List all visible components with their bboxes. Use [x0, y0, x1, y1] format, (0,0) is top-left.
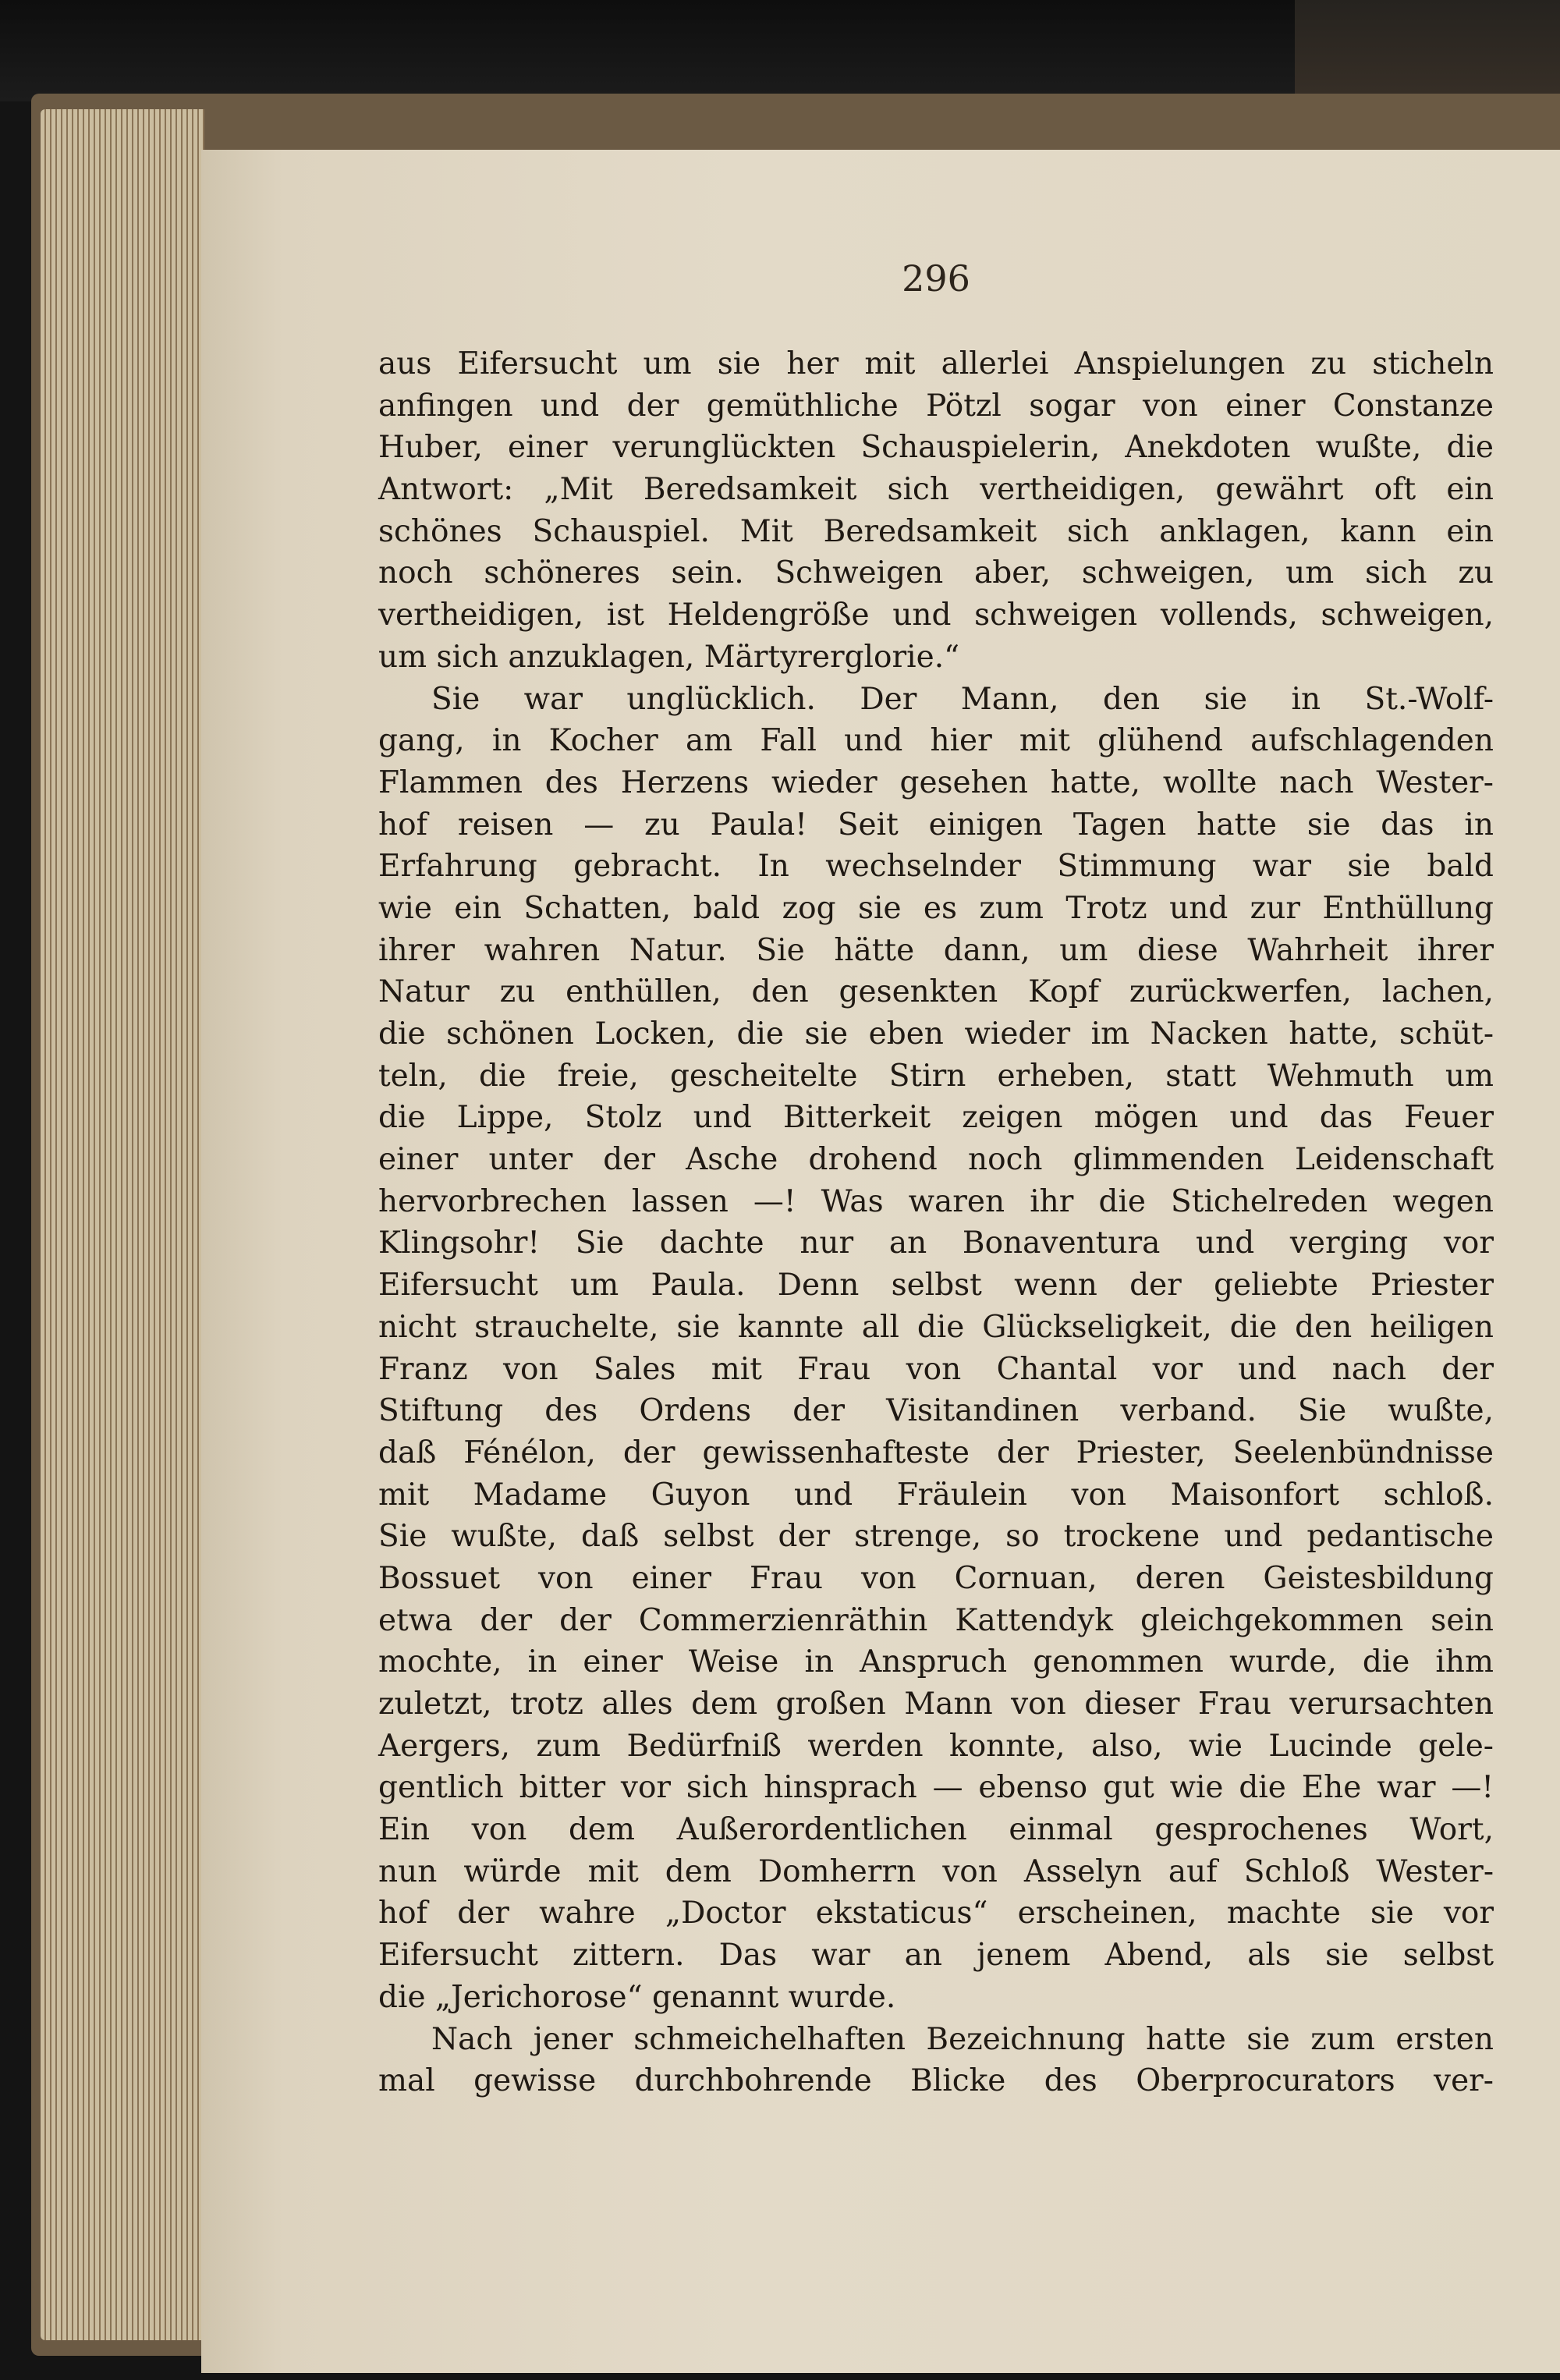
page-edges — [41, 109, 204, 2340]
text-line: Klingsohr! Sie dachte nur an Bonaventura und verging vor — [378, 1225, 1494, 1261]
text-line: aus Eifersucht um sie her mit allerlei Anspielungen zu sticheln — [378, 346, 1494, 381]
text-line: Flammen des Herzens wieder gesehen hatte, wollte nach Wester- — [378, 764, 1494, 800]
text-line: Ein von dem Außerordentlichen einmal gesprochenes Wort, — [378, 1812, 1494, 1848]
text-line: hof der wahre „Doctor ekstaticus“ erscheinen, machte sie vor — [378, 1896, 1494, 1931]
text-line: daß Fénélon, der gewissenhafteste der Priester, Seelenbündnisse — [378, 1435, 1494, 1470]
text-line: die schönen Locken, die sie eben wieder im Nacken hatte, schüt- — [378, 1016, 1494, 1052]
text-line: die Lippe, Stolz und Bitterkeit zeigen mögen und das Feuer — [378, 1100, 1494, 1136]
text-line: Natur zu enthüllen, den gesenkten Kopf zurückwerfen, lachen, — [378, 974, 1494, 1010]
text-line: zuletzt, trotz alles dem großen Mann von dieser Frau verursachten — [378, 1687, 1494, 1722]
text-line: noch schöneres sein. Schweigen aber, schweigen, um sich zu — [378, 555, 1494, 591]
text-line: vertheidigen, ist Heldengröße und schweigen vollends, schweigen, — [378, 598, 1494, 633]
text-line: Eifersucht um Paula. Denn selbst wenn der geliebte Priester — [378, 1268, 1494, 1304]
text-line: Aergers, zum Bedürfniß werden konnte, also, wie Lucinde gele- — [378, 1728, 1494, 1764]
text-line: Bossuet von einer Frau von Cornuan, deren Geistesbildung — [378, 1560, 1494, 1596]
text-line: mit Madame Guyon und Fräulein von Maisonfort schloß. — [378, 1477, 1494, 1513]
text-line: einer unter der Asche drohend noch glimmenden Leidenschaft — [378, 1142, 1494, 1178]
text-line: um sich anzuklagen, Märtyrerglorie.“ — [378, 639, 960, 675]
text-line: nicht strauchelte, sie kannte all die Glückseligkeit, die den heiligen — [378, 1309, 1494, 1345]
text-line: Stiftung des Ordens der Visitandinen verband. Sie wußte, — [378, 1393, 1494, 1429]
text-line: Sie war unglücklich. Der Mann, den sie in St.-Wolf- — [431, 681, 1494, 717]
text-line: teln, die freie, gescheitelte Stirn erheben, statt Wehmuth um — [378, 1058, 1494, 1094]
text-line: Eifersucht zittern. Das war an jenem Abend, als sie selbst — [378, 1938, 1494, 1974]
text-line: mal gewisse durchbohrende Blicke des Oberprocurators ver- — [378, 2063, 1494, 2099]
text-line: anfingen und der gemüthliche Pötzl sogar von einer Constanze — [378, 388, 1494, 424]
text-line: mochte, in einer Weise in Anspruch genommen wurde, die ihm — [378, 1644, 1494, 1680]
text-line: wie ein Schatten, bald zog sie es zum Trotz und zur Enthüllung — [378, 890, 1494, 926]
text-line: Nach jener schmeichelhaften Bezeichnung hatte sie zum ersten — [431, 2021, 1494, 2057]
text-line: Antwort: „Mit Beredsamkeit sich vertheidigen, gewährt oft ein — [378, 472, 1494, 508]
text-line: die „Jerichorose“ genannt wurde. — [378, 1979, 896, 2015]
text-line: ihrer wahren Natur. Sie hätte dann, um diese Wahrheit ihrer — [378, 932, 1494, 968]
text-line: Sie wußte, daß selbst der strenge, so trockene und pedantische — [378, 1519, 1494, 1555]
text-line: Huber, einer verunglückten Schauspielerin, Anekdoten wußte, die — [378, 430, 1494, 466]
text-line: gang, in Kocher am Fall und hier mit glühend aufschlagenden — [378, 723, 1494, 759]
body-text — [378, 343, 1494, 2102]
text-line: hof reisen — zu Paula! Seit einigen Tagen hatte sie das in — [378, 807, 1494, 842]
page-number: 296 — [902, 257, 970, 300]
text-line: hervorbrechen lassen —! Was waren ihr die Stichelreden wegen — [378, 1183, 1494, 1219]
text-line: gentlich bitter vor sich hinsprach — ebenso gut wie die Ehe war —! — [378, 1770, 1494, 1806]
text-line: etwa der der Commerzienräthin Kattendyk gleichgekommen sein — [378, 1602, 1494, 1638]
text-line: nun würde mit dem Domherrn von Asselyn auf Schloß Wester- — [378, 1853, 1494, 1889]
text-line: Franz von Sales mit Frau von Chantal vor und nach der — [378, 1351, 1494, 1387]
text-line: schönes Schauspiel. Mit Beredsamkeit sich anklagen, kann ein — [378, 513, 1494, 549]
text-line: Erfahrung gebracht. In wechselnder Stimmung war sie bald — [378, 849, 1494, 885]
